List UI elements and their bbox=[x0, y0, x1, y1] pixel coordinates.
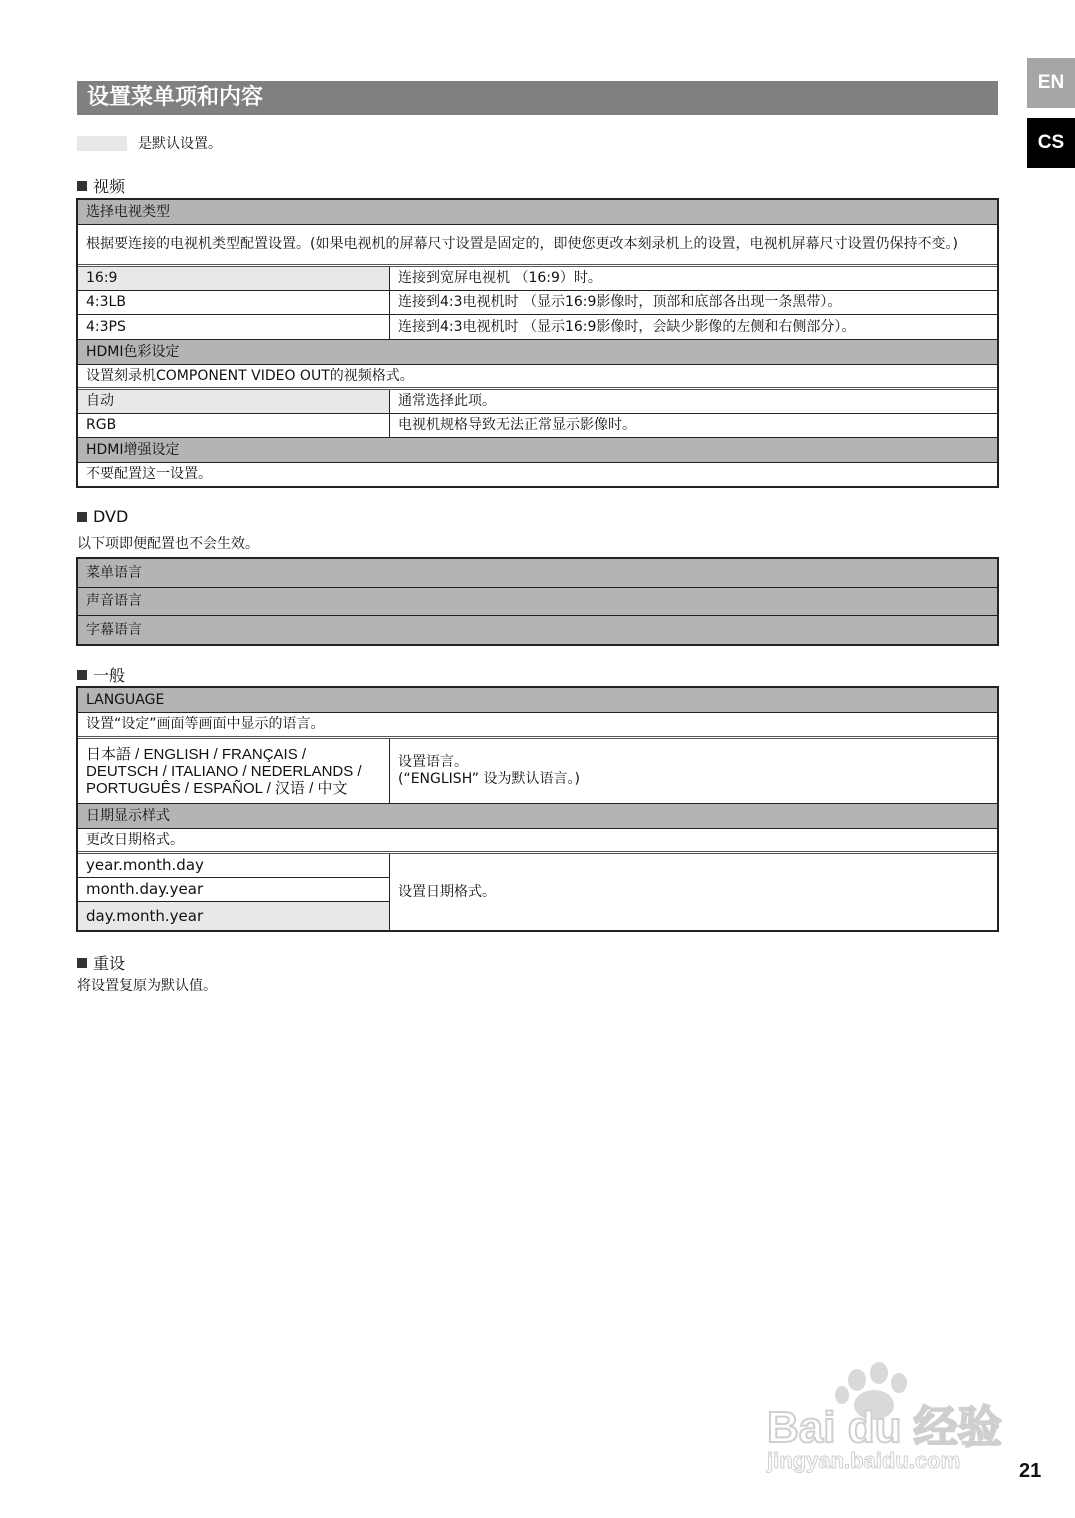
hdmi-enhance-description bbox=[78, 463, 997, 486]
tv-type-option-value: 4:3PS bbox=[78, 315, 390, 339]
section-general-heading bbox=[77, 663, 125, 686]
date-format-desc: 设置日期格式。 bbox=[398, 883, 496, 900]
dvd-item-menu-language bbox=[78, 559, 997, 588]
language-header-label: LANGUAGE bbox=[86, 691, 165, 708]
legend-text: 是默认设置。 bbox=[138, 136, 222, 152]
section-reset-label: 重设 bbox=[93, 954, 126, 973]
tv-type-header bbox=[78, 200, 997, 225]
reset-note: 将设置复原为默认值。 bbox=[77, 978, 217, 994]
section-dvd-label: DVD bbox=[93, 507, 129, 526]
section-video-label: 视频 bbox=[93, 177, 126, 196]
hdmi-color-option-rgb bbox=[78, 414, 997, 438]
date-format-option: month.day.year bbox=[78, 878, 389, 902]
section-reset-heading bbox=[77, 951, 125, 974]
tab-en[interactable]: EN bbox=[1027, 58, 1075, 108]
watermark-url: jingyan.baidu.com bbox=[767, 1448, 961, 1473]
tab-cs[interactable]: CS bbox=[1027, 118, 1075, 168]
section-general-label: 一般 bbox=[93, 666, 126, 685]
language-description-text: 设置“设定”画面等画面中显示的语言。 bbox=[86, 716, 325, 732]
language-description bbox=[78, 713, 997, 739]
language-desc-line: 设置语言。 bbox=[398, 754, 468, 770]
dvd-item-subtitle-language bbox=[78, 616, 997, 644]
dvd-item-audio-language bbox=[78, 588, 997, 616]
baidu-watermark-logo bbox=[762, 1360, 1012, 1480]
language-options bbox=[78, 739, 390, 803]
tv-type-option-4-3lb bbox=[78, 291, 997, 315]
hdmi-color-description bbox=[78, 365, 997, 390]
dvd-item-label: 字幕语言 bbox=[86, 621, 142, 638]
date-format-options-block bbox=[78, 854, 997, 930]
tv-type-header-label: 选择电视类型 bbox=[86, 203, 170, 220]
tv-type-option-16-9 bbox=[78, 267, 997, 291]
page-title: 设置菜单项和内容 bbox=[77, 81, 998, 115]
section-dvd-heading bbox=[77, 507, 128, 526]
tv-type-option-value: 4:3LB bbox=[78, 291, 390, 314]
general-table bbox=[76, 686, 999, 932]
tv-type-option-desc: 连接到宽屏电视机 （16:9）时。 bbox=[398, 270, 602, 286]
dvd-table bbox=[76, 557, 999, 646]
tv-type-option-desc: 连接到4:3电视机时 （显示16:9影像时，会缺少影像的左侧和右侧部分）。 bbox=[398, 318, 856, 335]
language-desc-line: (“ENGLISH” 设为默认语言。) bbox=[398, 771, 580, 787]
date-format-options bbox=[78, 854, 390, 930]
hdmi-color-option-desc: 通常选择此项。 bbox=[398, 393, 496, 409]
language-options-line: PORTUGUÊS / ESPAÑOL / 汉语 / 中文 bbox=[86, 779, 348, 797]
dvd-item-label: 声音语言 bbox=[86, 593, 142, 609]
hdmi-color-option-value: RGB bbox=[78, 414, 390, 437]
square-bullet-icon bbox=[77, 512, 87, 522]
language-options-line: DEUTSCH / ITALIANO / NEDERLANDS / bbox=[86, 762, 362, 780]
square-bullet-icon bbox=[77, 670, 87, 680]
date-format-header bbox=[78, 804, 997, 829]
square-bullet-icon bbox=[77, 181, 87, 191]
date-format-description-text: 更改日期格式。 bbox=[86, 831, 184, 848]
language-header bbox=[78, 688, 997, 713]
hdmi-color-option-value: 自动 bbox=[78, 390, 390, 413]
section-video-heading bbox=[77, 174, 125, 197]
date-format-option: year.month.day bbox=[78, 854, 389, 878]
hdmi-color-description-text: 设置刻录机COMPONENT VIDEO OUT的视频格式。 bbox=[86, 367, 414, 384]
hdmi-color-header-label: HDMI色彩设定 bbox=[86, 343, 180, 360]
hdmi-enhance-description-text: 不要配置这一设置。 bbox=[86, 466, 212, 482]
hdmi-enhance-header bbox=[78, 438, 997, 463]
language-options-line: 日本語 / ENGLISH / FRANÇAIS / bbox=[86, 745, 307, 763]
date-format-description bbox=[78, 829, 997, 854]
dvd-item-label: 菜单语言 bbox=[86, 564, 142, 581]
tv-type-option-desc: 连接到4:3电视机时 （显示16:9影像时，顶部和底部各出现一条黑带）。 bbox=[398, 294, 842, 310]
hdmi-color-header bbox=[78, 340, 997, 365]
default-swatch bbox=[77, 136, 127, 151]
date-format-header-label: 日期显示样式 bbox=[86, 807, 170, 824]
page-number: 21 bbox=[1019, 1460, 1042, 1482]
hdmi-enhance-header-label: HDMI增强设定 bbox=[86, 441, 180, 458]
tv-type-description bbox=[78, 225, 997, 267]
square-bullet-icon bbox=[77, 958, 87, 968]
dvd-note: 以下项即便配置也不会生效。 bbox=[77, 536, 259, 552]
language-options-desc bbox=[390, 739, 997, 803]
hdmi-color-option-desc: 电视机规格导致无法正常显示影像时。 bbox=[398, 417, 636, 433]
default-legend bbox=[77, 134, 222, 152]
tv-type-option-4-3ps bbox=[78, 315, 997, 340]
date-format-option-default: day.month.year bbox=[78, 902, 389, 930]
hdmi-color-option-auto bbox=[78, 390, 997, 414]
language-options-row bbox=[78, 739, 997, 804]
watermark-brand: Bai du 经验 bbox=[767, 1403, 1002, 1452]
video-table bbox=[76, 198, 999, 488]
tv-type-option-value: 16:9 bbox=[78, 267, 390, 290]
tv-type-description-text: 根据要连接的电视机类型配置设置。(如果电视机的屏幕尺寸设置是固定的，即使您更改本刻录机上的设置，电视机屏幕尺寸设置仍保持不变。) bbox=[86, 236, 958, 252]
